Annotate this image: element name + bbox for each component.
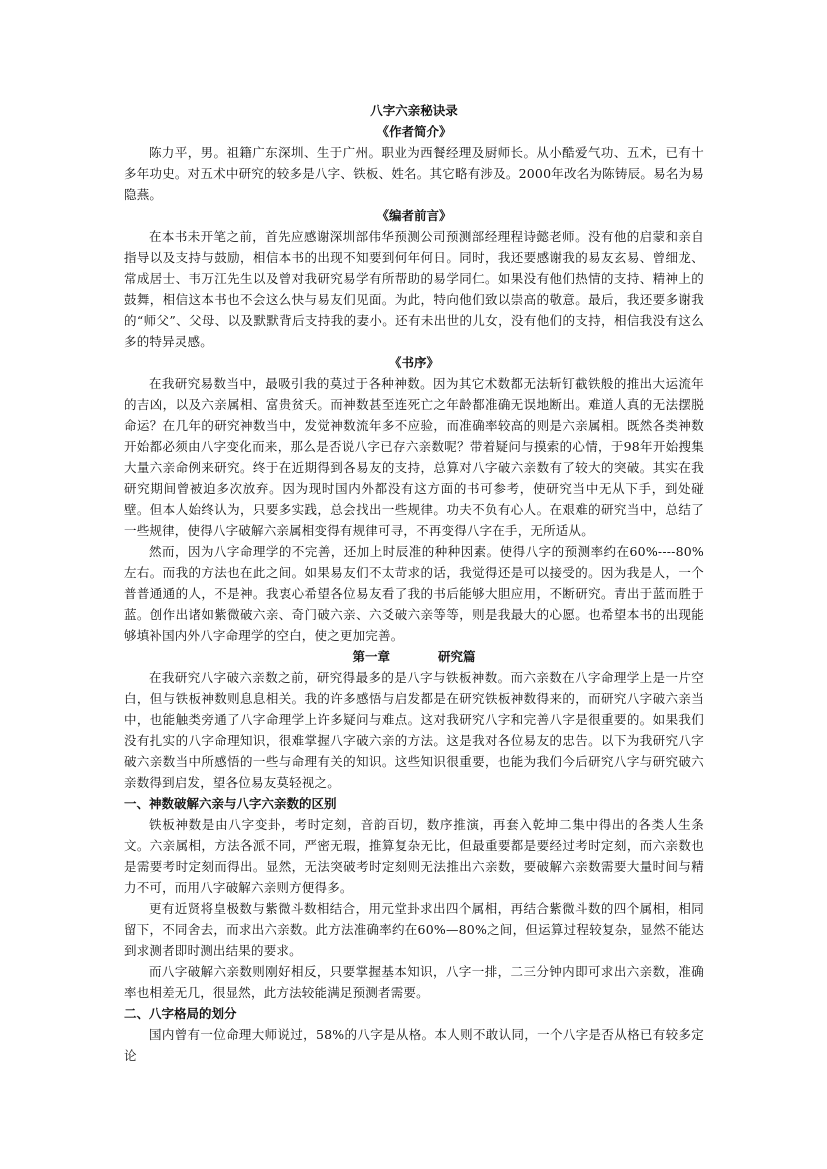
chapter-intro-paragraph: 在我研究八字破六亲数之前，研究得最多的是八字与铁板神数。而六亲数在八字命理学上是一片空白，但与铁板神数则息息相关。我的许多感悟与启发都是在研究铁板神数得来的，而研究八字破六亲当中，也能触类旁通了八字命理学上许多疑问与难点。这对我研究八字和完善八字是很重要的。如果我们没有扎实的八字命理知识，很难掌握八字破六亲的方法。这是我对各位易友的忠告。以下为我研究八字破六亲数当中所感悟的一些与命理有关的知识。这些知识很重要，也能为我们今后研究八字与研究破六亲数得到启发，望各位易友莫轻视之。 — [124, 670, 704, 790]
chapter-heading — [124, 646, 704, 667]
section-1-paragraph-2: 更有近贤将皇极数与紫微斗数相结合，用元堂卦求出四个属相，再结合紫微斗数的四个属相，相同留下，不同舍去，而求出六亲数。此方法准确率约在60%—80%之间，但运算过程较复杂，显然不能达到求测者即时测出结果的要求。 — [124, 901, 704, 958]
preface-paragraph-1: 在我研究易数当中，最吸引我的莫过于各种神数。因为其它术数都无法斩钉截铁般的推出大运流年的吉凶，以及六亲属相、富贵贫夭。而神数甚至连死亡之年龄都准确无误地断出。难道人真的无法摆脱命运？在几年的研究神数当中，发觉神数流年多不应验，而准确率较高的则是六亲属相。既然各类神数开始都必须由八字变化而来，那么是否说八字已存六亲数呢？带着疑问与摸索的心情，于98年开始搜集大量六亲命例来研究。终于在近期得到各易友的支持，总算对八字破六亲数有了较大的突破。其实在我研究期间曾被迫多次放弃。因为现时国内外都没有这方面的书可参考，使研究当中无从下手，到处碰壁。但本人始终认为，只要多实践，总会找出一些规律。功夫不负有心人。在艰难的研究当中，总结了一些规律，使得八字破解六亲属相变得有规律可寻，不再变得八字在手，无所适从。 — [124, 376, 704, 538]
document-title: 八字六亲秘诀录 — [370, 103, 458, 118]
author-intro-heading: 《作者简介》 — [376, 124, 452, 139]
editor-foreword-paragraph: 在本书未开笔之前，首先应感谢深圳部伟华预测公司预测部经理程诗懿老师。没有他的启蒙和亲自指导以及支持与鼓励，相信本书的出现不知要到何年何日。同时，我还要感谢我的易友玄易、曾细龙、常成居士、韦万江先生以及曾对我研究易学有所帮助的易学同仁。如果没有他们热情的支持、精神上的鼓舞，相信这本书也不会这么快与易友们见面。为此，特向他们致以崇高的敬意。最后，我还要多谢我的“师父”、父母、以及默默背后支持我的妻小。还有未出世的儿女，没有他们的支持，相信我没有这么多的特异灵感。 — [124, 229, 704, 349]
chapter-number: 第一章 — [352, 649, 390, 664]
section-2-paragraph-1: 国内曾有一位命理大师说过，58%的八字是从格。本人则不敢认同，一个八字是否从格已有较多定论 — [124, 1027, 704, 1063]
section-1-paragraph-1: 铁板神数是由八字变卦，考时定刻，音韵百切，数序推演，再套入乾坤二集中得出的各类人生条文。六亲属相，方法各派不同，严密无瑕，推算复杂无比，但最重要都是要经过考时定刻，而六亲数也是需要考时定刻而得出。显然，无法突破考时定刻则无法推出六亲数，要破解六亲数需要大量时间与精力不可，而用八字破解六亲则方便得多。 — [124, 817, 704, 895]
section-2-heading: 二、八字格局的划分 — [124, 1006, 237, 1021]
author-intro-paragraph: 陈力平，男。祖籍广东深圳、生于广州。职业为西餐经理及厨师长。从小酷爱气功、五术，已有十多年功史。对五术中研究的较多是八字、铁板、姓名。其它略有涉及。2000年改名为陈铸辰。易名为易隐燕。 — [124, 145, 704, 202]
chapter-title: 研究篇 — [438, 649, 476, 664]
section-1-paragraph-3: 而八字破解六亲数则刚好相反，只要掌握基本知识，八字一排，二三分钟内即可求出六亲数，准确率也相差无几，很显然，此方法较能满足预测者需要。 — [124, 964, 704, 1000]
editor-foreword-heading: 《编者前言》 — [376, 208, 452, 223]
preface-heading: 《书序》 — [388, 355, 439, 370]
section-1-heading: 一、神数破解六亲与八字六亲数的区别 — [124, 796, 337, 811]
document-page — [124, 100, 704, 1066]
preface-paragraph-2: 然而，因为八字命理学的不完善，还加上时辰准的种种因素。使得八字的预测率约在60%----80%左右。而我的方法也在此之间。如果易友们不太苛求的话，我觉得还是可以接受的。因为我是人，一个普普通通的人，不是神。我衷心希望各位易友看了我的书后能够大胆应用，不断研究。青出于蓝而胜于蓝。创作出诸如紫微破六亲、奇门破六亲、六爻破六亲等等，则是我最大的心愿。也希望本书的出现能够填补国内外八字命理学的空白，使之更加完善。 — [124, 544, 704, 643]
